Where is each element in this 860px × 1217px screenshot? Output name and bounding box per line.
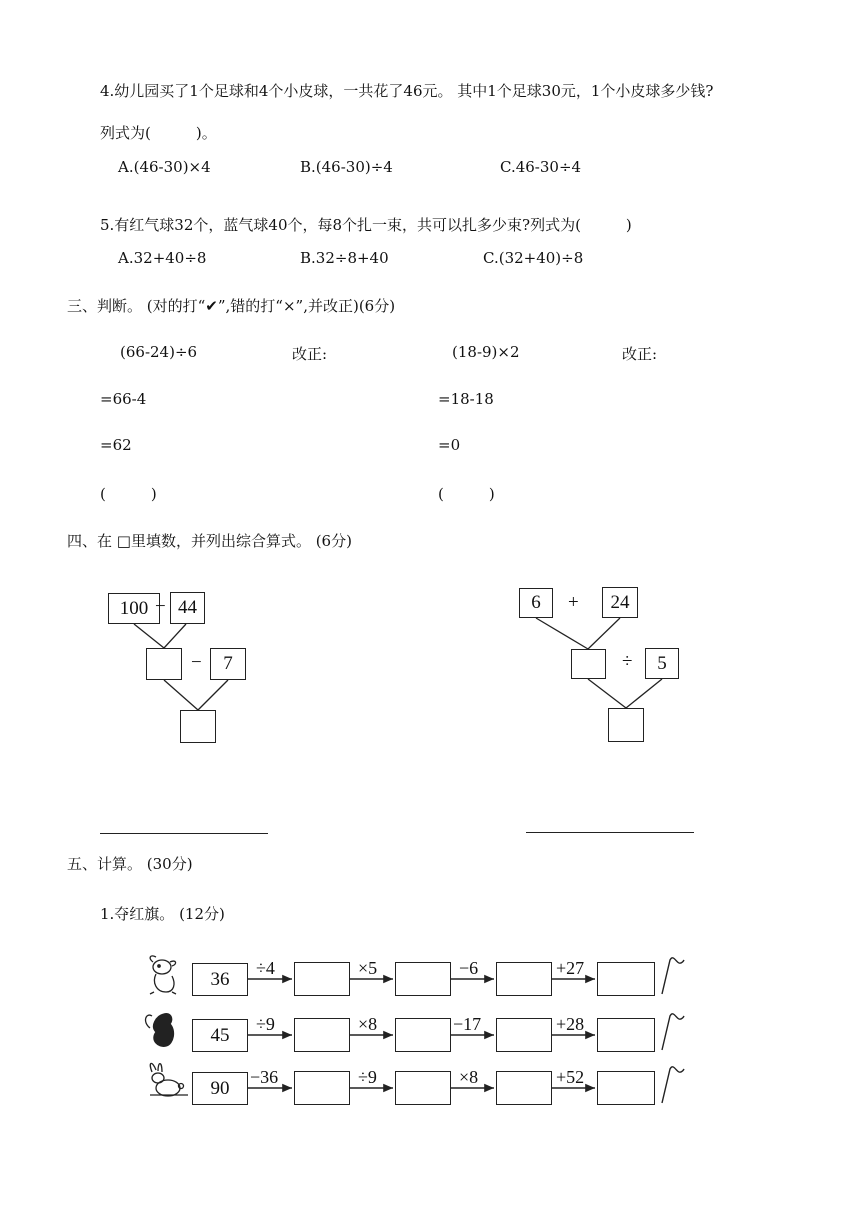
judge-right-step1: =18-18 (438, 390, 494, 408)
chain-row1-start: 36 (192, 963, 248, 996)
chain-row2-blank2[interactable] (395, 1018, 451, 1052)
chain-row2-blank4[interactable] (597, 1018, 655, 1052)
chain-row1-op3: −6 (459, 958, 479, 978)
q5-option-b: B.32÷8+40 (300, 249, 389, 267)
tree-right-op1: + (568, 592, 579, 613)
chain-row3-blank4[interactable] (597, 1071, 655, 1105)
tree-left-op1: − (155, 596, 166, 617)
chain-row1-blank3[interactable] (496, 962, 552, 996)
q4-option-a: A.(46-30)×4 (118, 158, 211, 176)
chain-row1-blank1[interactable] (294, 962, 350, 996)
chain-row3-start: 90 (192, 1072, 248, 1105)
q5-text: 5.有红气球32个，蓝气球40个，每8个扎一束，共可以扎多少束?列式为( ) (100, 216, 632, 234)
chain-row1-blank4[interactable] (597, 962, 655, 996)
judge-right-expr: (18-9)×2 (452, 343, 520, 361)
section3-title: 三、判断。 (对的打“✔”,错的打“×”,并改正)(6分) (67, 297, 396, 315)
q4-option-b: B.(46-30)÷4 (300, 158, 393, 176)
red-flag-icon (662, 958, 684, 1103)
chain-row3-blank3[interactable] (496, 1071, 552, 1105)
dog-icon (150, 956, 176, 994)
chain-row1-op2: ×5 (358, 958, 378, 978)
chain-row2-op2: ×8 (358, 1014, 378, 1034)
judge-left-paren[interactable]: ( ) (100, 485, 157, 503)
tree-right-box-c: 5 (645, 648, 679, 679)
tree-left-box-c: 7 (210, 648, 246, 680)
tree-right-op2: ÷ (622, 651, 633, 672)
section4-title: 四、在 □里填数，并列出综合算式。 (6分) (67, 532, 352, 550)
judge-left-expr: (66-24)÷6 (120, 343, 198, 361)
tree-right-box-b: 24 (602, 587, 638, 618)
q5-option-a: A.32+40÷8 (118, 249, 207, 267)
chain-row2-op1: ÷9 (256, 1014, 275, 1034)
tree-left-box-a: 100 (108, 593, 160, 624)
chain-row3-op3: ×8 (459, 1067, 479, 1087)
chain-row1-blank2[interactable] (395, 962, 451, 996)
tree-left-box-b: 44 (170, 592, 205, 624)
section5-title: 五、计算。 (30分) (67, 855, 193, 873)
chain-row3-op4: +52 (556, 1067, 585, 1087)
chain-row3-blank1[interactable] (294, 1071, 350, 1105)
chain-row2-blank3[interactable] (496, 1018, 552, 1052)
chain-row2-op3: −17 (453, 1014, 482, 1034)
squirrel-icon (146, 1014, 174, 1047)
chain-row1-op1: ÷4 (256, 958, 275, 978)
chain-row3-op1: −36 (250, 1067, 279, 1087)
tree-left-op2: − (191, 652, 202, 673)
q4-option-c: C.46-30÷4 (500, 158, 582, 176)
chain-row3-op2: ÷9 (358, 1067, 377, 1087)
judge-left-step2: =62 (100, 436, 132, 454)
section5-sub1: 1.夺红旗。 (12分) (100, 905, 225, 923)
judge-right-fix-label: 改正: (622, 345, 658, 363)
rabbit-icon (150, 1063, 188, 1096)
q5-option-c: C.(32+40)÷8 (483, 249, 584, 267)
chain-row2-op4: +28 (556, 1014, 585, 1034)
judge-left-step1: =66-4 (100, 390, 147, 408)
q4-answer-line: 列式为( )。 (100, 124, 217, 142)
judge-right-paren[interactable]: ( ) (438, 485, 495, 503)
chain-row3-blank2[interactable] (395, 1071, 451, 1105)
judge-right-step2: =0 (438, 436, 461, 454)
chain-row2-start: 45 (192, 1019, 248, 1052)
judge-left-fix-label: 改正: (292, 345, 328, 363)
chain-row2-blank1[interactable] (294, 1018, 350, 1052)
q4-text: 4.幼儿园买了1个足球和4个小皮球，一共花了46元。 其中1个足球30元，1个小皮球多少钱? (100, 82, 714, 100)
tree-right-box-a: 6 (519, 588, 553, 618)
chain-row1-op4: +27 (556, 958, 585, 978)
